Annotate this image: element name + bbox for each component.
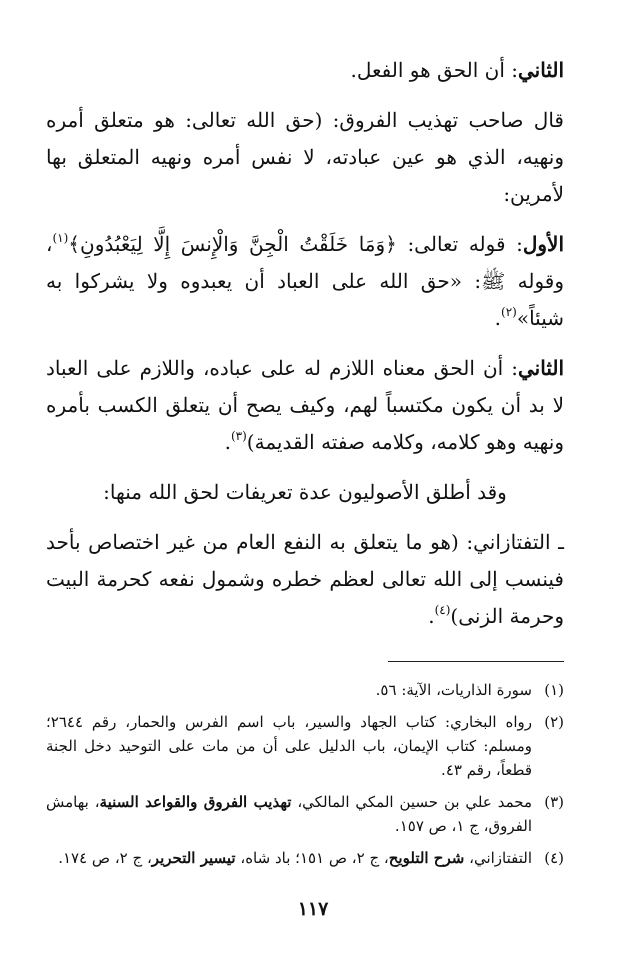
paragraph-taftazani-definition: [46, 524, 564, 635]
footnote-text-body: رواه البخاري: كتاب الجهاد والسير، باب اسم الفرس والحمار، رقم ٢٦٤٤؛ ومسلم: كتاب الإيمان، باب الدليل على أن من مات على التوحيد دخل الجنة قطعاً، رقم ٤٣.: [46, 713, 532, 779]
footnote-text: [46, 846, 532, 870]
footnote-number: (٤): [544, 849, 564, 867]
footnote-author: محمد علي بن حسين المكي المالكي،: [291, 793, 532, 811]
footnote-citation: ، بهامش الفروق، ج ١، ص ١٥٧.: [46, 793, 532, 835]
footnote-ref-4[interactable]: (٤): [434, 603, 451, 617]
footnote-text: [46, 790, 532, 838]
footnote-ref-3[interactable]: (٣): [230, 429, 247, 443]
footnote-number: (٢): [544, 713, 564, 731]
footnote-ref-2[interactable]: (٢): [501, 305, 517, 319]
page-number: ١١٧: [297, 898, 329, 920]
footnote-text: [46, 678, 532, 702]
paragraph-text: : أن الحق هو الفعل.: [350, 58, 518, 82]
footnote-ref-1[interactable]: (١): [52, 231, 69, 245]
footnote-book-title: شرح التلويح: [388, 849, 465, 867]
paragraph-text-cont: ، وقوله ﷺ: «حق الله على العباد أن يعبدوه ولا يشركوا به شيئاً»: [46, 232, 564, 330]
footnote-3: [46, 790, 564, 838]
paragraph-first-reason: [46, 226, 564, 337]
paragraph-second-view: [46, 52, 564, 89]
paragraph-definitions-intro: وقد أطلق الأصوليون عدة تعريفات لحق الله منها:: [103, 480, 507, 504]
footnote-book-title-2: تيسير التحرير: [151, 849, 236, 867]
footnote-citation-2: ، ج ٢، ص ١٧٤.: [58, 849, 152, 867]
footnote-text: [46, 710, 532, 782]
page-body: [46, 52, 564, 878]
footnote-separator: [388, 661, 564, 662]
footnote-author: التفتازاني،: [464, 849, 532, 867]
paragraph-second-reason: [46, 350, 564, 461]
paragraph-end: .: [428, 604, 435, 628]
paragraph-tahdhib-quote: قال صاحب تهذيب الفروق: (حق الله تعالى: هو متعلق أمره ونهيه، الذي هو عين عبادته، لا نفس أمره ونهيه المتعلق بها لأمرين:: [46, 108, 564, 206]
paragraph-lead: الأول: [522, 232, 564, 256]
paragraph-end: .: [494, 306, 501, 330]
footnote-1: [46, 678, 564, 702]
footnote-2: [46, 710, 564, 782]
footnote-number: (١): [544, 681, 564, 699]
paragraph-lead: الثاني: [517, 356, 564, 380]
paragraph-lead: الثاني: [517, 58, 564, 82]
footnote-citation: ، ج ٢، ص ١٥١؛ باد شاه،: [235, 849, 389, 867]
footnote-text-body: سورة الذاريات، الآية: ٥٦.: [375, 681, 532, 699]
paragraph-text: ـ التفتازاني: (هو ما يتعلق به النفع العام من غير اختصاص بأحد فينسب إلى الله تعالى لعظم خطره وشمول نفعه كحرمة البيت وحرمة الزنى): [46, 530, 564, 628]
footnote-book-title: تهذيب الفروق والقواعد السنية: [99, 793, 292, 811]
paragraph-text: : أن الحق معناه اللازم له على عباده، واللازم على العباد لا بد أن يكون مكتسباً لهم، وكيف يصح أن يتعلق الكسب بأمره ونهيه وهو كلامه، وكلامه صفته القديمة): [46, 356, 564, 454]
paragraph-text: : قوله تعالى: ﴿وَمَا خَلَقْتُ الْجِنَّ وَالْإِنسَ إِلَّا لِيَعْبُدُونِ﴾: [68, 232, 523, 256]
paragraph-end: .: [224, 430, 231, 454]
footnote-number: (٣): [544, 793, 564, 811]
footnote-4: [46, 846, 564, 870]
